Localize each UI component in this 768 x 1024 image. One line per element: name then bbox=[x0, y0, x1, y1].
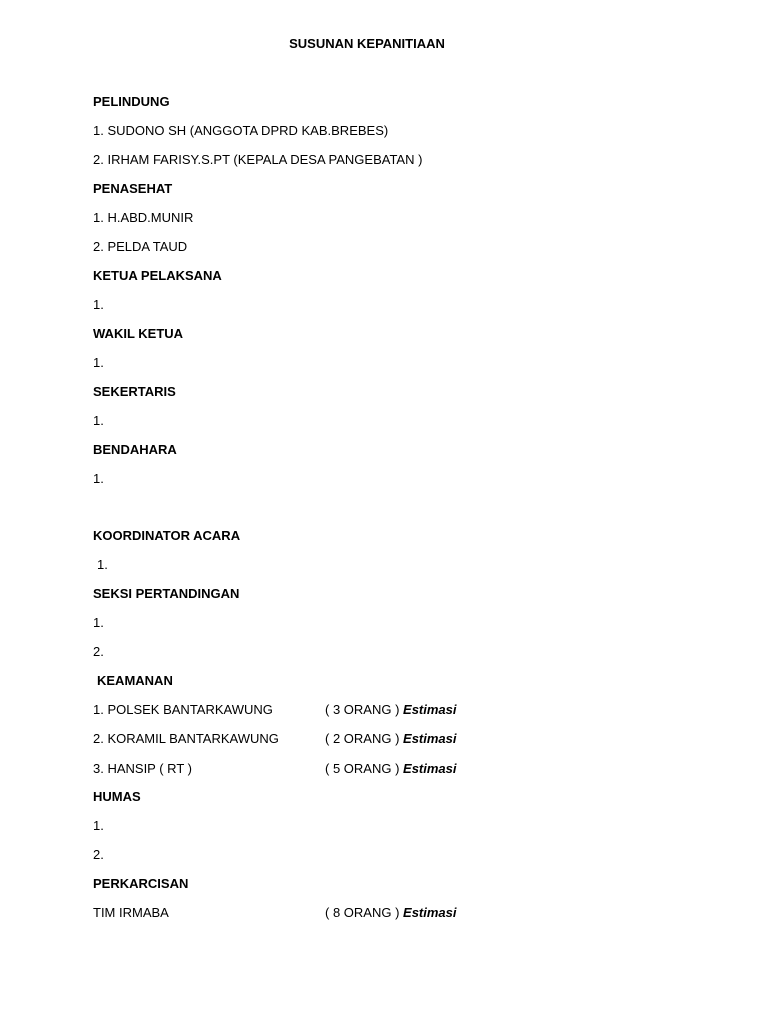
estimate-count: ( 3 ORANG ) Estimasi bbox=[325, 702, 457, 717]
list-item: 2. bbox=[93, 847, 104, 862]
list-item: 2. PELDA TAUD bbox=[93, 239, 188, 254]
list-item: 1. H.ABD.MUNIR bbox=[93, 210, 194, 225]
section-heading-koordinator-acara: KOORDINATOR ACARA bbox=[93, 528, 241, 543]
list-item: 2. KORAMIL BANTARKAWUNG bbox=[93, 731, 279, 746]
list-item: 2. IRHAM FARISY.S.PT (KEPALA DESA PANGEBATAN ) bbox=[93, 152, 423, 167]
estimate-count: ( 5 ORANG ) Estimasi bbox=[325, 761, 457, 776]
list-item: TIM IRMABA bbox=[93, 905, 169, 920]
list-item: 3. HANSIP ( RT ) bbox=[93, 761, 192, 776]
list-item: 1. bbox=[93, 818, 104, 833]
list-item: 2. bbox=[93, 644, 104, 659]
section-heading-wakil-ketua: WAKIL KETUA bbox=[93, 326, 184, 341]
section-heading-perkarcisan: PERKARCISAN bbox=[93, 876, 189, 891]
estimate-note: Estimasi bbox=[403, 702, 457, 717]
section-heading-keamanan: KEAMANAN bbox=[97, 673, 173, 688]
list-item: 1. POLSEK BANTARKAWUNG bbox=[93, 702, 273, 717]
list-item: 1. bbox=[97, 557, 108, 572]
estimate-count: ( 2 ORANG ) Estimasi bbox=[325, 731, 457, 746]
section-heading-penasehat: PENASEHAT bbox=[93, 181, 173, 196]
section-heading-humas: HUMAS bbox=[93, 789, 141, 804]
list-item: 1. bbox=[93, 355, 104, 370]
list-item: 1. bbox=[93, 615, 104, 630]
section-heading-pelindung: PELINDUNG bbox=[93, 94, 170, 109]
estimate-note: Estimasi bbox=[403, 905, 457, 920]
list-item: 1. bbox=[93, 297, 104, 312]
section-heading-sekertaris: SEKERTARIS bbox=[93, 384, 176, 399]
list-item: 1. bbox=[93, 413, 104, 428]
list-item: 1. SUDONO SH (ANGGOTA DPRD KAB.BREBES) bbox=[93, 123, 389, 138]
list-item: 1. bbox=[93, 471, 104, 486]
estimate-note: Estimasi bbox=[403, 761, 457, 776]
section-heading-bendahara: BENDAHARA bbox=[93, 442, 177, 457]
estimate-note: Estimasi bbox=[403, 731, 457, 746]
section-heading-seksi-pertandingan: SEKSI PERTANDINGAN bbox=[93, 586, 240, 601]
section-heading-ketua-pelaksana: KETUA PELAKSANA bbox=[93, 268, 222, 283]
page-title: SUSUNAN KEPANITIAAN bbox=[289, 36, 445, 51]
estimate-count: ( 8 ORANG ) Estimasi bbox=[325, 905, 457, 920]
